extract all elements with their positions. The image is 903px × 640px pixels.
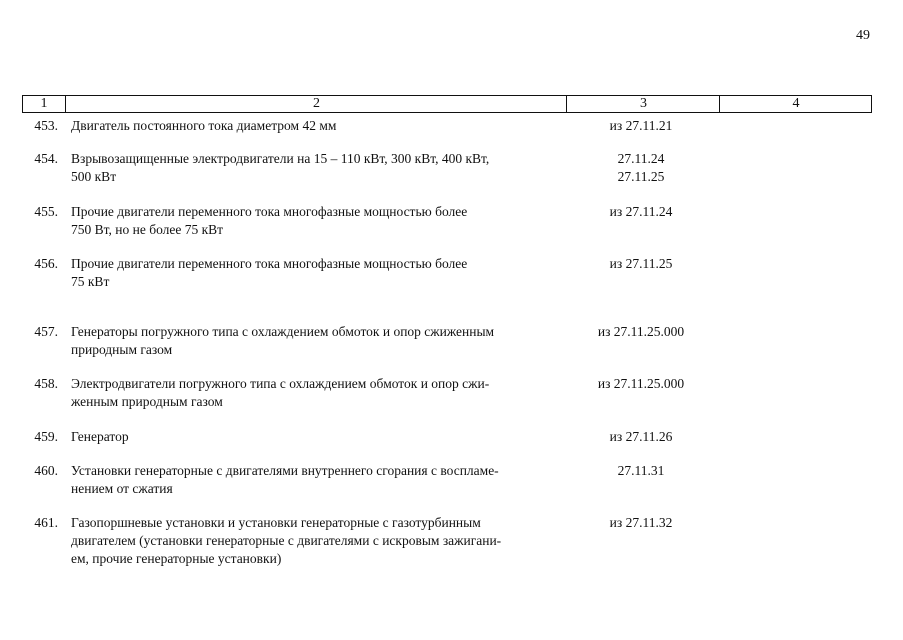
row-code	[566, 323, 716, 341]
name-line: 500 кВт	[71, 169, 117, 184]
row-code	[566, 375, 716, 393]
row-number: 461.	[34, 515, 58, 530]
name-line: ем, прочие генераторные установки)	[71, 551, 282, 566]
name-line: женным природным газом	[71, 394, 223, 409]
name-line: природным газом	[71, 342, 173, 357]
code-line: из 27.11.26	[609, 429, 673, 444]
name-line: Двигатель постоянного тока диаметром 42 мм	[71, 118, 337, 133]
name-line: Генераторы погружного типа с охлаждением обмоток и опор сжиженным	[71, 324, 495, 339]
code-line: из 27.11.25.000	[597, 324, 685, 339]
code-line: 27.11.25	[617, 169, 665, 184]
row-name	[71, 323, 561, 359]
row-code	[566, 462, 716, 480]
code-line: из 27.11.24	[609, 204, 673, 219]
name-line: 750 Вт, но не более 75 кВт	[71, 222, 224, 237]
name-line: двигателем (установки генераторные с двигателями с искровым зажигани-	[71, 533, 502, 548]
name-line: 75 кВт	[71, 274, 110, 289]
row-code	[566, 428, 716, 446]
name-line: Генератор	[71, 429, 129, 444]
row-code	[566, 514, 716, 532]
row-number: 455.	[34, 204, 58, 219]
name-line: Газопоршневые установки и установки генераторные с газотурбинным	[71, 515, 481, 530]
row-code	[566, 255, 716, 273]
code-line: из 27.11.32	[609, 515, 673, 530]
row-number: 457.	[34, 324, 58, 339]
row-code	[566, 203, 716, 221]
row-name	[71, 462, 561, 498]
header-col-3: 3	[566, 96, 720, 112]
name-line: Взрывозащищенные электродвигатели на 15 – 110 кВт, 300 кВт, 400 кВт,	[71, 151, 490, 166]
row-name	[71, 375, 561, 411]
name-line: Установки генераторные с двигателями внутреннего сгорания с воспламе-	[71, 463, 499, 478]
name-line: Электродвигатели погружного типа с охлаждением обмоток и опор сжи-	[71, 376, 490, 391]
row-name	[71, 203, 561, 239]
row-name	[71, 514, 561, 568]
row-name	[71, 150, 561, 186]
table-header	[22, 95, 872, 113]
row-name	[71, 428, 561, 446]
row-name	[71, 117, 561, 135]
name-line: Прочие двигатели переменного тока многофазные мощностью более	[71, 256, 468, 271]
code-line: из 27.11.25.000	[597, 376, 685, 391]
page-number: 49	[856, 28, 870, 43]
header-col-1: 1	[40, 96, 48, 111]
name-line: Прочие двигатели переменного тока многофазные мощностью более	[71, 204, 468, 219]
row-number: 453.	[34, 118, 58, 133]
row-code	[566, 117, 716, 135]
code-line: из 27.11.25	[609, 256, 673, 271]
row-number: 454.	[34, 151, 58, 166]
code-line: 27.11.31	[617, 463, 665, 478]
row-number: 460.	[34, 463, 58, 478]
row-code	[566, 150, 716, 186]
name-line: нением от сжатия	[71, 481, 173, 496]
row-name	[71, 255, 561, 291]
header-col-4: 4	[719, 96, 872, 112]
header-col-2: 2	[65, 96, 567, 112]
code-line: из 27.11.21	[609, 118, 673, 133]
row-number: 458.	[34, 376, 58, 391]
code-line: 27.11.24	[617, 151, 665, 166]
row-number: 459.	[34, 429, 58, 444]
row-number: 456.	[34, 256, 58, 271]
